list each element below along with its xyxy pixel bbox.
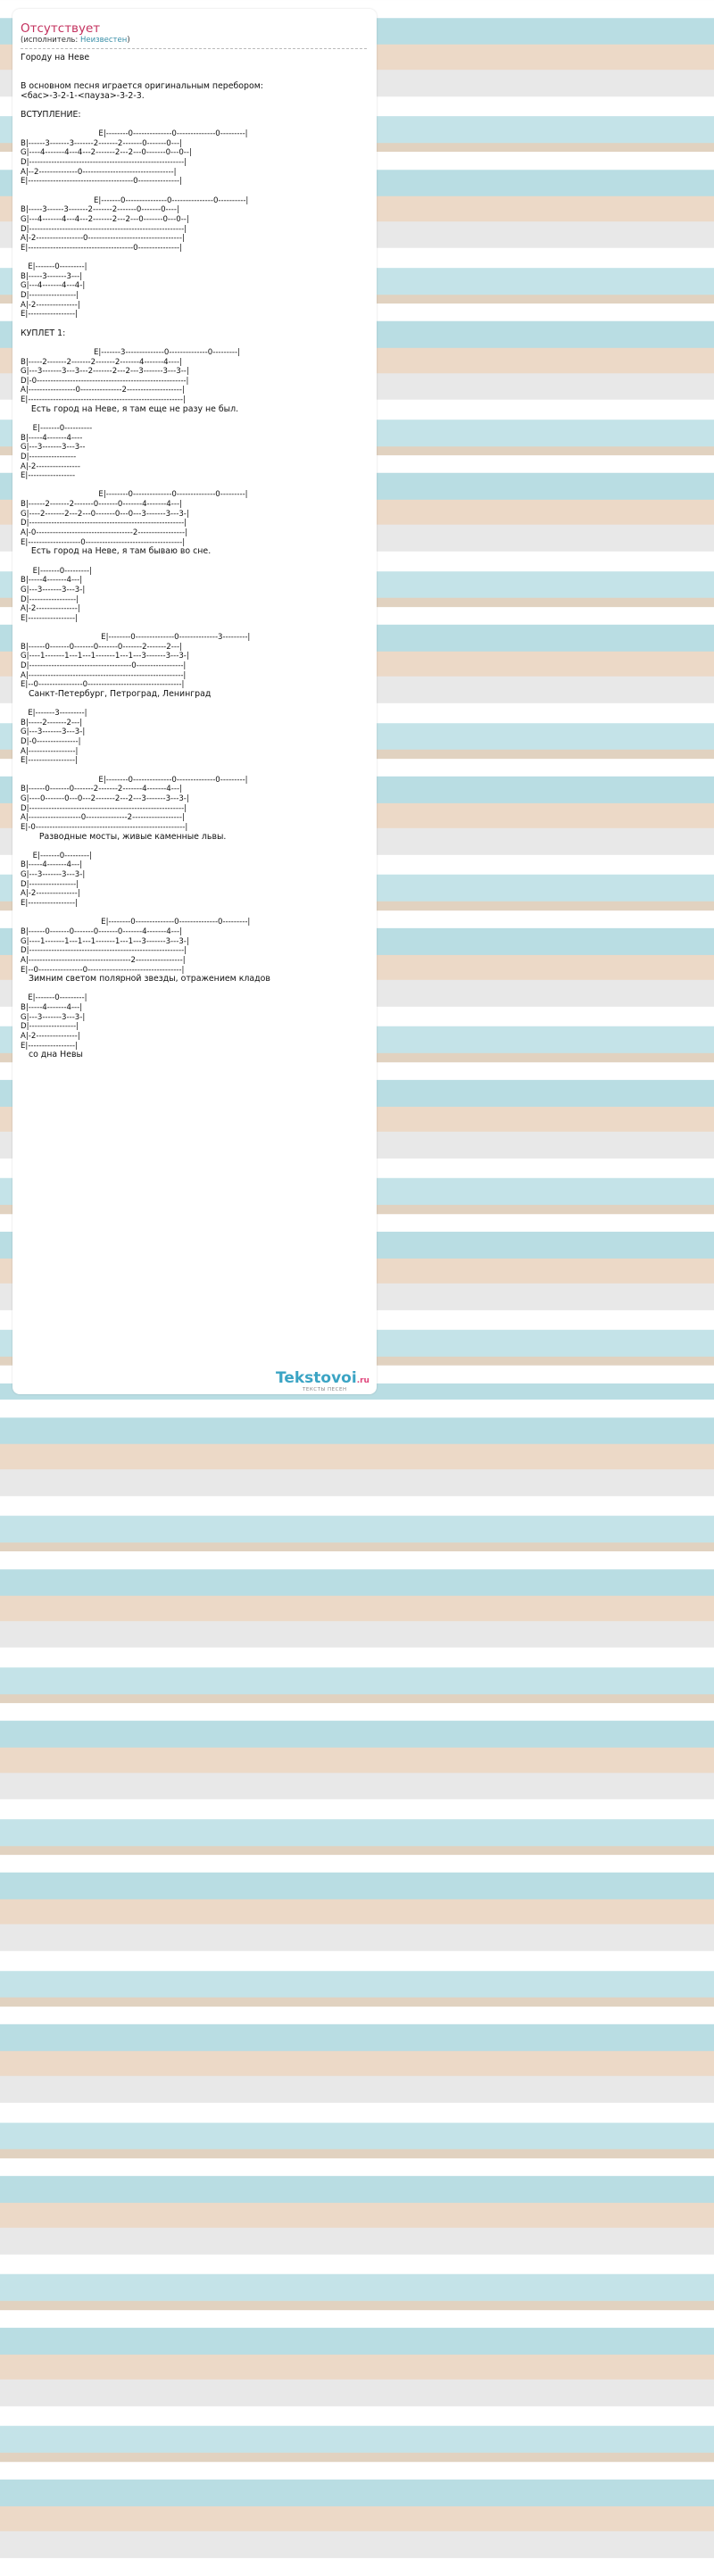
tab-line: A|-2---------------| bbox=[21, 889, 80, 899]
text-line: со дна Невы bbox=[21, 1050, 83, 1060]
tab-line: D|-----------------| bbox=[21, 879, 79, 889]
tab-line: A|--------------------------------------------------------| bbox=[21, 670, 187, 680]
blank-line bbox=[21, 414, 373, 424]
tab-line: A|-----------------0---------------2--------------------| bbox=[21, 386, 185, 395]
tab-line: G|----4-------4---4---2-------2---2---0-------0---0--| bbox=[21, 148, 192, 158]
tab-line: B|------0-------0-------0-------0-------2-------2---| bbox=[21, 642, 182, 652]
tab-line: E|-------3--------------0--------------0---------| bbox=[21, 347, 241, 357]
tab-line: D|--------------------------------------------------------| bbox=[21, 519, 187, 528]
artist-link[interactable]: Неизвестен bbox=[79, 36, 128, 45]
tab-line: B|-----4-------4---| bbox=[21, 576, 83, 586]
title-divider bbox=[21, 48, 367, 49]
tab-line: E|-----------------| bbox=[21, 1041, 78, 1051]
blank-line bbox=[21, 842, 373, 852]
tab-line: A|-0-----------------------------------2-----------------| bbox=[21, 528, 187, 538]
tab-line: B|-----3------3-------2-------2-------0-------0----| bbox=[21, 205, 179, 215]
tab-line: E|-----------------| bbox=[21, 613, 78, 623]
tab-line: E|--------0--------------0--------------0---------| bbox=[21, 775, 248, 785]
tab-line: E|-------0---------| bbox=[21, 851, 92, 860]
blank-line bbox=[21, 700, 373, 710]
tab-line: B|-----2-------2-------2-------2-------4-------4----| bbox=[21, 357, 182, 367]
tab-line: E|--------------------------------------------------------| bbox=[21, 395, 186, 405]
tab-line: E|--------0--------------0--------------3---------| bbox=[21, 633, 251, 643]
tab-line: A|-------------------------------------2-----------------| bbox=[21, 955, 186, 965]
tab-line: G|----1-------1---1---1-------1---1---3-------3---3-| bbox=[21, 652, 189, 661]
tab-line: A|-2-----------------0----------------------------------| bbox=[21, 234, 185, 244]
blank-line bbox=[21, 623, 373, 633]
tab-line: E|--------------------------------------0---------------| bbox=[21, 243, 183, 253]
tab-line: A|-2---------------| bbox=[21, 1031, 80, 1041]
tab-line: G|---3-------3---3-- bbox=[21, 443, 86, 453]
blank-line bbox=[21, 63, 373, 73]
text-line: Зимним светом полярной звезды, отражением кладов bbox=[21, 974, 270, 985]
tab-line: E|-------0---------| bbox=[21, 566, 92, 576]
tab-line: B|------2-------2-------0-------0-------4-------4---| bbox=[21, 500, 182, 510]
tab-line: E|-----------------| bbox=[21, 310, 78, 320]
tab-line: B|------0-------0-------0-------0-------4-------4---| bbox=[21, 927, 182, 936]
text-line: <бас>-3-2-1-<пауза>-3-2-3. bbox=[21, 90, 145, 101]
tab-line: E|--0----------------0----------------------------------| bbox=[21, 965, 185, 975]
blank-line bbox=[21, 557, 373, 567]
blank-line bbox=[21, 909, 373, 918]
tab-line: D|-------------------------------------0-----------------| bbox=[21, 661, 187, 670]
tab-line: G|---3-------3---3-| bbox=[21, 870, 86, 880]
text-line: Городу на Неве bbox=[21, 53, 90, 62]
tab-line: D|--------------------------------------------------------| bbox=[21, 946, 187, 956]
logo-text: Tekstovoi bbox=[276, 1369, 357, 1387]
tab-line: E|-------0---------| bbox=[21, 993, 87, 1003]
tab-line: E|-------------------0-----------------------------------| bbox=[21, 537, 186, 547]
text-line: В основном песня играется оригинальным перебором: bbox=[21, 80, 263, 91]
text-line: ВСТУПЛЕНИЕ: bbox=[21, 109, 81, 120]
tab-line: E|-----------------| bbox=[21, 756, 78, 766]
artist-prefix: (исполнитель: bbox=[21, 36, 80, 45]
song-body bbox=[21, 54, 373, 1060]
tab-line: B|------3-------3-------2-------2-------0-------0---| bbox=[21, 138, 182, 148]
tab-line: G|---3-------3---3-| bbox=[21, 727, 86, 737]
blank-line bbox=[21, 253, 373, 262]
tab-line: A|-2---------------| bbox=[21, 604, 80, 614]
tab-line: E|--------0--------------0--------------0---------| bbox=[21, 129, 248, 139]
tab-line: A|-------------------0---------------2------------------| bbox=[21, 813, 185, 823]
tab-line: E|--------0--------------0--------------0---------| bbox=[21, 490, 248, 500]
text-line: КУПЛЕТ 1: bbox=[21, 328, 66, 338]
tab-line: G|----1-------1---1---1-------1---1---3-------3---3-| bbox=[21, 936, 189, 946]
blank-line bbox=[21, 120, 373, 129]
blank-line bbox=[21, 338, 373, 348]
blank-line bbox=[21, 985, 373, 994]
text-line: Есть город на Неве, я там еще не разу не был. bbox=[21, 403, 239, 414]
page-title: Отсутствует bbox=[21, 21, 101, 36]
tab-line: E|-------3---------| bbox=[21, 709, 87, 719]
tab-line: E|-------0---------------0---------------0----------| bbox=[21, 195, 249, 205]
tab-line: G|---3-------3---3-| bbox=[21, 1012, 86, 1022]
blank-line bbox=[21, 187, 373, 196]
blank-line bbox=[21, 320, 373, 329]
tab-line: G|---3-------3---3---2-------2---2---3-------3---3--| bbox=[21, 367, 189, 377]
tab-line: D|-----------------| bbox=[21, 1022, 79, 1032]
tab-line: D|--------------------------------------------------------| bbox=[21, 224, 187, 234]
tab-line: B|-----4-------4---| bbox=[21, 860, 83, 870]
artist-line bbox=[21, 36, 130, 45]
tab-line: D|--------------------------------------------------------| bbox=[21, 803, 187, 813]
tab-line: E|-----------------| bbox=[21, 899, 78, 909]
blank-line bbox=[21, 766, 373, 776]
song-card bbox=[12, 9, 377, 1394]
tab-line: B|-----4-------4---- bbox=[21, 433, 83, 443]
tab-line: D|-0---------------| bbox=[21, 737, 81, 747]
tab-line: B|-----2-------2---| bbox=[21, 718, 83, 727]
tab-line: A|-2---------------- bbox=[21, 461, 80, 471]
tab-line: E|-0------------------------------------------------------| bbox=[21, 822, 188, 832]
blank-line bbox=[21, 481, 373, 491]
tab-line: D|-----------------| bbox=[21, 291, 79, 301]
tab-line: E|-------0---------- bbox=[21, 423, 93, 433]
tab-line: G|---4-------4---4---2-------2---2---0-------0---0--| bbox=[21, 214, 189, 224]
tab-line: A|-----------------| bbox=[21, 746, 79, 756]
tab-line: D|----------------- bbox=[21, 452, 77, 461]
logo-domain: .ru bbox=[356, 1376, 369, 1385]
artist-suffix: ) bbox=[127, 36, 130, 45]
tab-line: A|--2--------------0---------------------------------| bbox=[21, 167, 177, 177]
tab-line: G|---4-------4---4-| bbox=[21, 281, 86, 291]
tab-line: E|--------------------------------------0---------------| bbox=[21, 177, 183, 187]
text-line: Санкт-Петербург, Петроград, Ленинград bbox=[21, 688, 212, 699]
tab-line: D|-----------------| bbox=[21, 594, 79, 604]
tab-line: D|-0------------------------------------------------------| bbox=[21, 376, 189, 386]
tab-line: E|--------0--------------0--------------0---------| bbox=[21, 918, 251, 927]
site-logo[interactable] bbox=[276, 1369, 369, 1392]
text-line: Есть город на Неве, я там бываю во сне. bbox=[21, 546, 212, 557]
tab-line: B|------0-------0-------2-------2-------4-------4---| bbox=[21, 785, 182, 794]
tab-line: A|-2---------------| bbox=[21, 300, 80, 310]
text-line: Разводные мосты, живые каменные львы. bbox=[21, 831, 227, 842]
tab-line: G|---3-------3---3-| bbox=[21, 585, 86, 594]
tab-line: D|--------------------------------------------------------| bbox=[21, 158, 187, 168]
tab-line: E|----------------- bbox=[21, 471, 76, 481]
tab-line: B|-----3-------3---| bbox=[21, 271, 83, 281]
tab-line: G|----0-------0---0---2-------2---2---3-------3---3-| bbox=[21, 794, 189, 803]
tab-line: G|----2-------2---2---0-------0---0---3-------3---3-| bbox=[21, 509, 189, 519]
tab-line: E|-------0---------| bbox=[21, 262, 87, 272]
tab-line: E|--0----------------0----------------------------------| bbox=[21, 680, 185, 690]
logo-tagline: ТЕКСТЫ ПЕСЕН bbox=[303, 1387, 347, 1392]
tab-line: B|-----4-------4---| bbox=[21, 1003, 83, 1013]
